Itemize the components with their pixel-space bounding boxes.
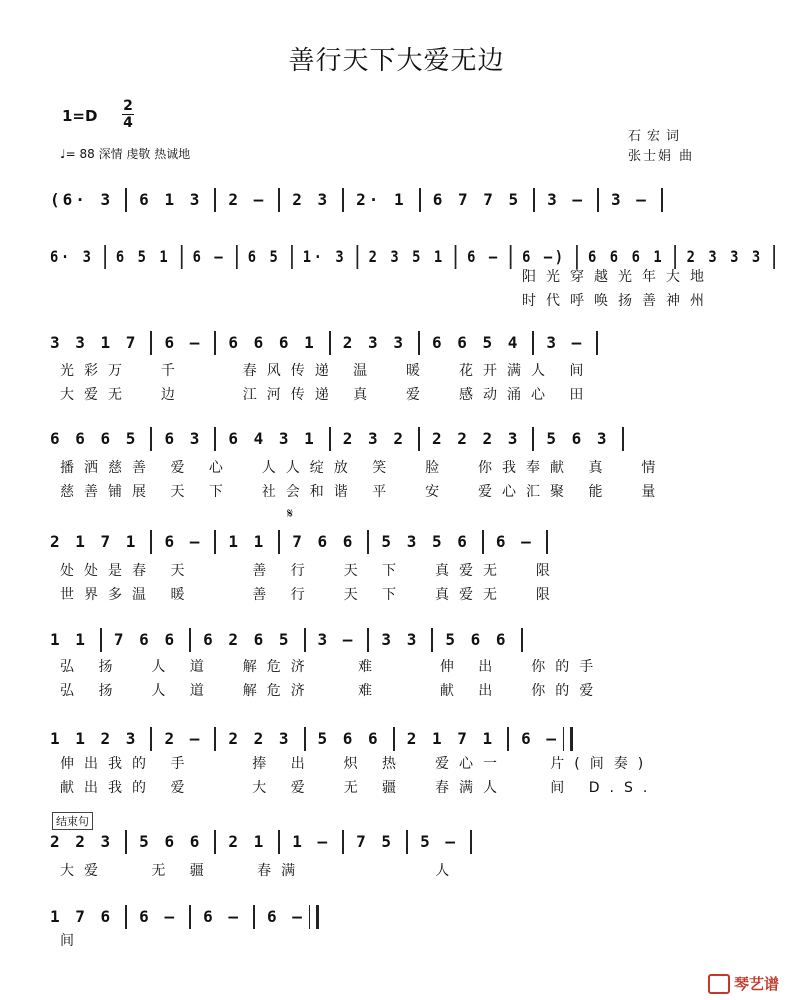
lyricist-credit: 石宏词 <box>628 129 686 144</box>
bar-line <box>304 727 306 751</box>
bar-line <box>181 245 183 269</box>
bar-line <box>150 427 152 451</box>
measure: 1 – <box>292 831 331 851</box>
measure: 3 3 1 7 <box>50 332 139 352</box>
bar-line <box>214 830 216 854</box>
bar-line <box>278 530 280 554</box>
measure: 6 6 6 5 <box>50 428 139 448</box>
note-line <box>50 628 535 652</box>
measure: 3 – <box>317 629 356 649</box>
measure: 6 1 3 <box>139 189 203 209</box>
note-line <box>50 830 484 854</box>
lyrics-line-2: 弘 扬 人 道 解危济 难 献 出 你的爱 <box>60 683 604 699</box>
bar-line <box>342 188 344 212</box>
bar-line <box>150 727 152 751</box>
note-line <box>50 727 577 751</box>
bar-line <box>510 245 512 269</box>
measure: 2 – <box>164 728 203 748</box>
measure: 3 – <box>546 332 585 352</box>
bar-line <box>470 830 472 854</box>
bar-line <box>125 830 127 854</box>
measure: 2 1 7 1 <box>50 531 139 551</box>
measure: 1 1 <box>50 629 88 649</box>
measure: 6 5 <box>247 246 281 266</box>
note-line <box>50 427 636 451</box>
measure: 6 4 3 1 <box>228 428 317 448</box>
measure: 3 – <box>611 189 649 209</box>
segno-sign: 𝄋 <box>287 506 294 522</box>
measure: 5 6 6 <box>317 728 381 748</box>
measure: 5 – <box>420 831 458 851</box>
measure: 5 6 6 <box>445 629 509 649</box>
measure: 6 – <box>164 332 203 352</box>
watermark-text: 琴艺谱 <box>733 974 779 993</box>
measure: 1· 3 <box>302 246 347 266</box>
bar-line <box>189 628 191 652</box>
bar-line <box>304 628 306 652</box>
measure: 6 5 1 <box>115 246 171 266</box>
time-top: 2 <box>123 98 133 114</box>
tempo-marking: ♩= 88 深情 虔敬 热诚地 <box>60 147 191 161</box>
lyrics-line-2: 慈善铺展 天 下 社会和谐 平 安 爱心汇聚 能 量 <box>60 484 666 500</box>
bar-line <box>214 188 216 212</box>
bar-line <box>455 245 457 269</box>
bar-line <box>150 530 152 554</box>
measure: 2 2 2 3 <box>431 428 521 448</box>
bar-line <box>661 188 663 212</box>
measure: 6 3 <box>164 428 203 448</box>
measure: 2 3 2 <box>342 428 406 448</box>
bar-line <box>104 245 106 269</box>
measure: 6 – <box>203 906 241 926</box>
bar-line <box>597 188 599 212</box>
measure: 1 1 2 3 <box>50 728 139 748</box>
measure: 6· 3 <box>50 246 94 266</box>
measure: 2 3 3 <box>342 332 406 352</box>
measure: 6 – <box>467 246 500 266</box>
bar-line <box>546 530 548 554</box>
measure: 6 – <box>495 531 534 551</box>
bar-line <box>419 188 421 212</box>
bar-line <box>214 530 216 554</box>
measure: 6 – <box>521 728 560 748</box>
watermark <box>708 973 779 995</box>
bar-line <box>125 188 127 212</box>
lyrics-line-1: 弘 扬 人 道 解危济 难 伸 出 你的手 <box>60 659 604 675</box>
measure: 2 2 3 <box>50 831 114 851</box>
bar-line <box>214 331 216 355</box>
bar-line <box>773 245 775 269</box>
bar-line <box>418 427 420 451</box>
bar-line <box>214 427 216 451</box>
measure: 2 3 3 3 <box>686 246 763 266</box>
ending-section-label: 结束句 <box>52 812 93 830</box>
measure: 7 5 <box>356 831 395 851</box>
note-line <box>50 530 560 554</box>
measure: 5 6 3 <box>546 428 610 448</box>
measure: 5 3 5 6 <box>381 531 470 551</box>
bar-line <box>367 530 369 554</box>
measure: 2 1 7 1 <box>406 728 496 748</box>
bar-line <box>367 628 369 652</box>
lyrics-line-1: 间 <box>60 933 84 949</box>
qinyi-logo-icon <box>708 974 730 994</box>
bar-line <box>406 830 408 854</box>
measure: 2 3 <box>292 189 331 209</box>
measure: 3 3 <box>381 629 420 649</box>
time-bottom: 4 <box>123 115 133 131</box>
lyrics-line-2: 世界多温 暖 善 行 天 下 真爱无 限 <box>60 587 560 603</box>
final-bar-line <box>309 905 319 929</box>
bar-line <box>507 727 509 751</box>
bar-line <box>278 830 280 854</box>
bar-line <box>393 727 395 751</box>
measure: 2 1 <box>228 831 267 851</box>
note-line <box>50 331 610 355</box>
bar-line <box>596 331 598 355</box>
measure: 5 6 6 <box>139 831 203 851</box>
bar-line <box>532 331 534 355</box>
lyrics-line-2: 大爱无 边 江河传递 真 爱 感动涌心 田 <box>60 387 594 403</box>
bar-line <box>278 188 280 212</box>
measure: 6 – <box>139 906 178 926</box>
measure: 1 1 <box>228 531 267 551</box>
bar-line <box>521 628 523 652</box>
measure: 2· 1 <box>356 189 407 209</box>
lyrics-line-1: 播洒慈善 爱 心 人人绽放 笑 脸 你我奉献 真 情 <box>60 460 666 476</box>
lyrics-line-1: 光彩万 千 春风传递 温 暖 花开满人 间 <box>60 363 594 379</box>
bar-line <box>291 245 293 269</box>
bar-line <box>533 188 535 212</box>
lyrics-line-2: 时代呼唤扬善神州 <box>522 293 714 309</box>
time-signature <box>122 99 134 130</box>
page-title: 善行天下大爱无边 <box>288 46 505 76</box>
bar-line <box>431 628 433 652</box>
bar-line <box>482 530 484 554</box>
measure: 7 6 6 <box>113 629 178 649</box>
key-signature: 1=D <box>62 107 98 125</box>
bar-line <box>532 427 534 451</box>
measure: 2 3 5 1 <box>368 246 445 266</box>
bar-line <box>253 905 255 929</box>
bar-line <box>100 628 102 652</box>
lyrics-line-1: 伸出我的 手 捧 出 炽 热 爱心一 片(间奏) <box>60 756 654 772</box>
measure: 6 2 6 5 <box>203 629 292 649</box>
measure: 6 6 5 4 <box>431 332 521 352</box>
measure: 7 6 6 <box>292 531 356 551</box>
bar-line <box>342 830 344 854</box>
bar-line <box>329 427 331 451</box>
bar-line <box>622 427 624 451</box>
measure: 6 7 7 5 <box>432 189 522 209</box>
bar-line <box>189 905 191 929</box>
measure: 6 –) <box>522 246 566 266</box>
lyrics-line-1: 大爱 无 疆 春满 人 <box>60 863 460 879</box>
lyrics-line-1: 阳光穿越光年大地 <box>522 269 714 285</box>
bar-line <box>125 905 127 929</box>
measure: 6 – <box>164 531 203 551</box>
lyrics-line-2: 献出我的 爱 大 爱 无 疆 春满人 间 D.S. <box>60 780 658 796</box>
lyrics-line-1: 处处是春 天 善 行 天 下 真爱无 限 <box>60 563 560 579</box>
measure: 6 6 6 1 <box>588 246 665 266</box>
measure: 2 – <box>228 189 267 209</box>
measure: 6 – <box>266 906 305 926</box>
bar-line <box>214 727 216 751</box>
bar-line <box>357 245 359 269</box>
bar-line <box>236 245 238 269</box>
final-bar-line <box>563 727 573 751</box>
bar-line <box>329 331 331 355</box>
bar-line <box>418 331 420 355</box>
composer-credit: 张士娟 曲 <box>628 149 695 164</box>
measure: 6 6 6 1 <box>228 332 317 352</box>
measure: 3 – <box>547 189 586 209</box>
measure: 2 2 3 <box>228 728 292 748</box>
measure: (6· 3 <box>50 189 114 209</box>
bar-line <box>150 331 152 355</box>
measure: 6 – <box>192 246 226 266</box>
note-line <box>50 905 323 929</box>
measure: 1 7 6 <box>50 906 114 926</box>
note-line <box>50 188 675 212</box>
